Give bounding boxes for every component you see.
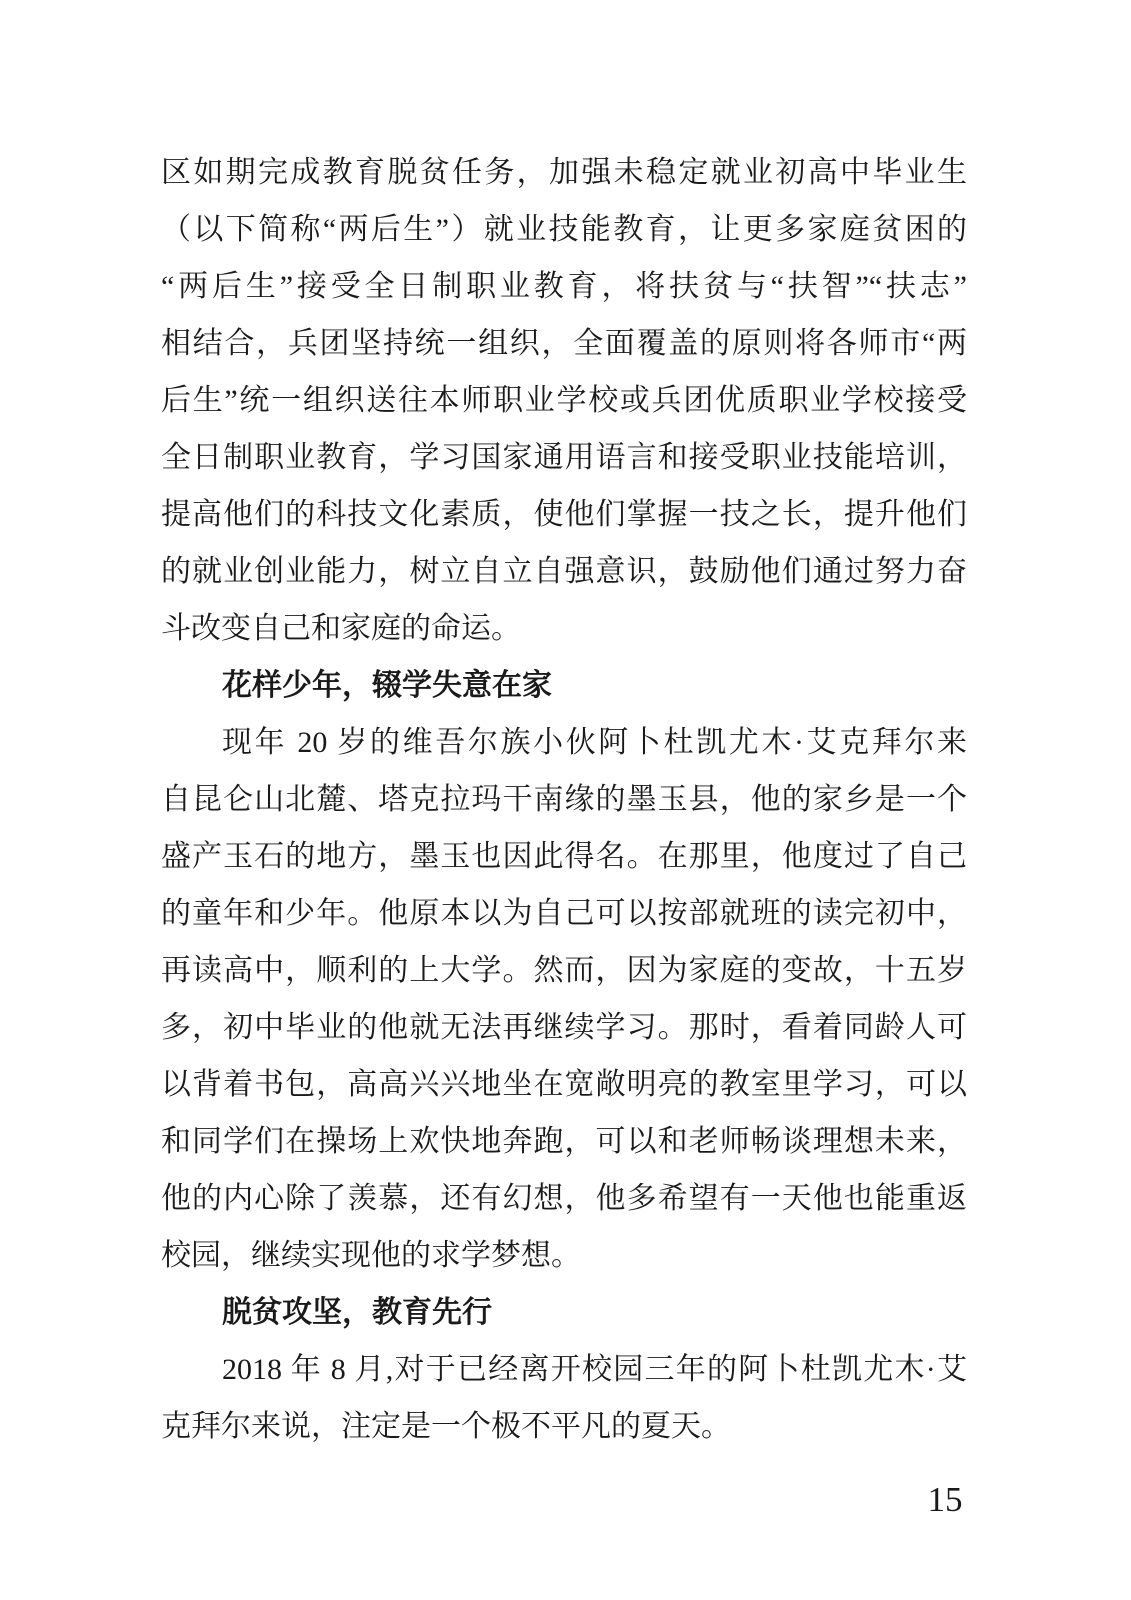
text-line: 现年 20 岁的维吾尔族小伙阿卜杜凯尤木·艾克拜尔来 bbox=[222, 726, 967, 759]
text-line: 自昆仑山北麓、塔克拉玛干南缘的墨玉县，他的家乡是一个 bbox=[161, 783, 967, 816]
text-line: 全日制职业教育，学习国家通用语言和接受职业技能培训， bbox=[161, 441, 967, 474]
text-line: 以背着书包，高高兴兴地坐在宽敞明亮的教室里学习，可以 bbox=[161, 1068, 967, 1101]
text-line: 区如期完成教育脱贫任务，加强未稳定就业初高中毕业生 bbox=[161, 156, 967, 189]
text-line: 提高他们的科技文化素质，使他们掌握一技之长，提升他们 bbox=[161, 498, 967, 531]
text-line: 他的内心除了羡慕，还有幻想，他多希望有一天他也能重返 bbox=[161, 1182, 967, 1215]
text-line: 和同学们在操场上欢快地奔跑，可以和老师畅谈理想未来， bbox=[161, 1125, 967, 1158]
page-body bbox=[161, 144, 967, 1455]
text-line: “两后生”接受全日制职业教育，将扶贫与“扶智”“扶志” bbox=[161, 270, 967, 303]
text-line: 多，初中毕业的他就无法再继续学习。那时，看着同龄人可 bbox=[161, 1011, 967, 1044]
text-line: 盛产玉石的地方，墨玉也因此得名。在那里，他度过了自己 bbox=[161, 840, 967, 873]
section-heading: 脱贫攻坚，教育先行 bbox=[222, 1296, 492, 1329]
text-line: 2018 年 8 月,对于已经离开校园三年的阿卜杜凯尤木·艾 bbox=[222, 1353, 967, 1386]
section-heading: 花样少年，辍学失意在家 bbox=[222, 669, 552, 702]
text-line: 的童年和少年。他原本以为自己可以按部就班的读完初中， bbox=[161, 897, 967, 930]
text-line: 相结合，兵团坚持统一组织，全面覆盖的原则将各师市“两 bbox=[161, 327, 967, 360]
text-line: 克拜尔来说，注定是一个极不平凡的夏天。 bbox=[161, 1410, 731, 1443]
text-line: （以下简称“两后生”）就业技能教育，让更多家庭贫困的 bbox=[161, 213, 967, 246]
text-line: 校园，继续实现他的求学梦想。 bbox=[161, 1239, 581, 1272]
text-line: 再读高中，顺利的上大学。然而，因为家庭的变故，十五岁 bbox=[161, 954, 967, 987]
text-line: 斗改变自己和家庭的命运。 bbox=[161, 612, 521, 645]
page-number: 15 bbox=[927, 1480, 963, 1519]
text-line: 后生”统一组织送往本师职业学校或兵团优质职业学校接受 bbox=[161, 384, 967, 417]
text-line: 的就业创业能力，树立自立自强意识，鼓励他们通过努力奋 bbox=[161, 555, 967, 588]
